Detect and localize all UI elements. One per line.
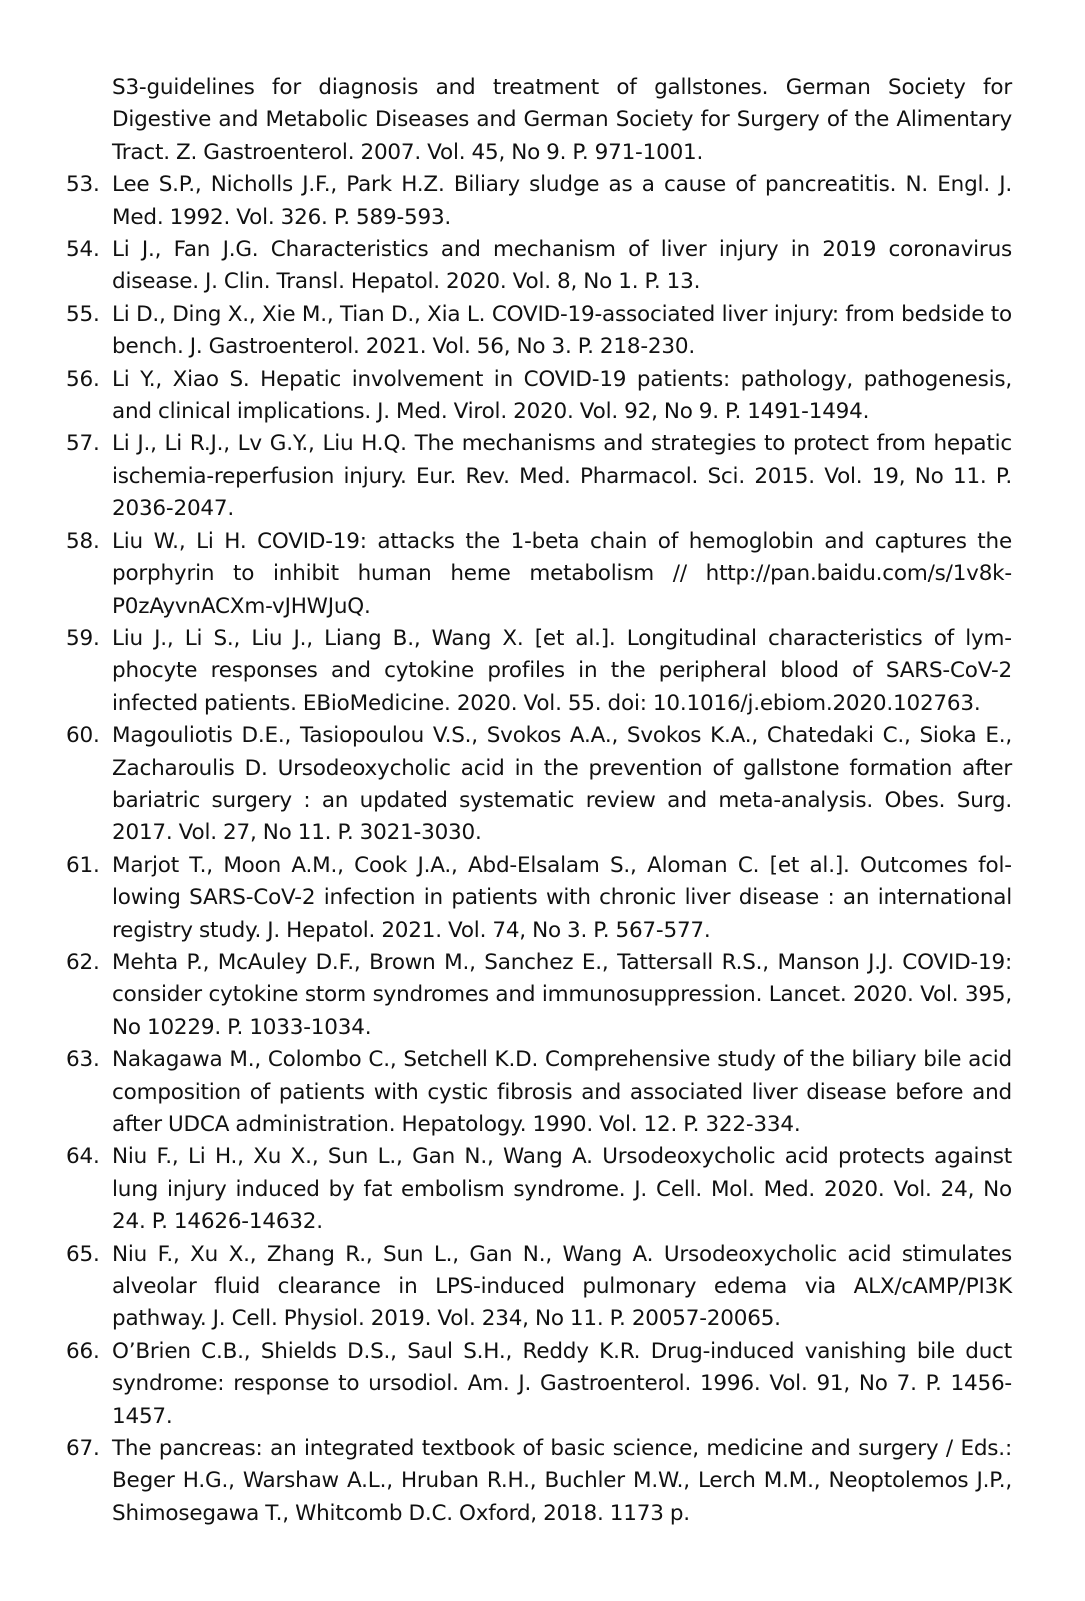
reference-number: 65. [66,1241,100,1267]
reference-item [66,234,1012,299]
reference-text: Niu F., Li H., Xu X., Sun L., Gan N., Wang A. Ursodeoxycholic acid protects against lung injury induced by fat embolism syndrome. J. Cell. Mol. Med. 2020. Vol. 24, No 24. P. 14626-14632. [112,1144,1012,1235]
reference-number: 54. [66,237,100,263]
reference-item [66,947,1012,1044]
reference-number: 63. [66,1047,100,1073]
reference-item [66,299,1012,364]
reference-item [66,1044,1012,1141]
reference-item [66,720,1012,850]
reference-text: Mehta P., McAuley D.F., Brown M., Sanchez E., Tattersall R.S., Manson J.J. COVID-19: consider cytokine storm syndromes and immunosuppression. Lancet. 2020. Vol. 395, No 10229. P. 1033-1034. [112,949,1012,1040]
reference-item [66,623,1012,720]
reference-text: The pancreas: an integrated textbook of basic science, medicine and surgery / Eds.: Beger H.G., Warshaw A.L., Hruban R.H., Buchler M.W., Lerch M.M., Neoptolemos J.P., Shimosegawa T., Whitcomb D.C. Oxford, 2018. 1173 p. [112,1436,1012,1526]
reference-text: Niu F., Xu X., Zhang R., Sun L., Gan N., Wang A. Ursodeoxycholic acid stimulates alveolar fluid clearance in LPS-induced pulmonary edema via ALX/cAMP/PI3K pathway. J. Cell. Physiol. 2019. Vol. 234, No 11. P. 20057-20065. [112,1241,1012,1332]
reference-text: Li J., Fan J.G. Characteristics and mechanism of liver injury in 2019 coronavirus disease. J. Clin. Transl. Hepatol. 2020. Vol. 8, No 1. P. 13. [112,237,1012,295]
reference-text: Marjot T., Moon A.M., Cook J.A., Abd-Elsalam S., Aloman C. [et al.]. Outcomes following SARS-CoV-2 infection in patients with chronic liver disease : an international registry study. J. Hepatol. 2021. Vol. 74, No 3. P. 567-577. [112,852,1012,943]
reference-number: 60. [66,723,100,749]
reference-text: Nakagawa M., Colombo C., Setchell K.D. Comprehensive study of the biliary bile acid composition of patients with cystic fibrosis and associated liver disease before and after UDCA administration. Hepatology. 1990. Vol. 12. P. 322-334. [112,1047,1012,1137]
reference-number: 53. [66,172,100,198]
reference-item [66,1141,1012,1238]
reference-item [66,850,1012,947]
reference-text: O’Brien C.B., Shields D.S., Saul S.H., Reddy K.R. Drug-induced vanishing bile duct syndrome: response to ursodiol. Am. J. Gastroenterol. 1996. Vol. 91, No 7. P. 1456-1457. [112,1338,1012,1429]
reference-number: 57. [66,431,100,457]
reference-text: Li Y., Xiao S. Hepatic involvement in COVID-19 patients: pathology, pathogenesis, and clinical implications. J. Med. Virol. 2020. Vol. 92, No 9. P. 1491-1494. [112,366,1012,425]
reference-text: S3-guidelines for diagnosis and treatment of gallstones. German Society for Digestive and Metabolic Diseases and German Society for Surgery of the Alimentary Tract. Z. Gastroenterol. 2007. Vol. 45, No 9. P. 971-1001. [112,75,1012,165]
reference-text: Magouliotis D.E., Tasiopoulou V.S., Svokos A.A., Svokos K.A., Chatedaki C., Sioka E., Zacharoulis D. Ursodeoxycholic acid in the prevention of gallstone formation after bariatric surgery : an updated systematic review and meta-analysis. Obes. Surg. 2017. Vol. 27, No 11. P. 3021-3030. [112,723,1012,846]
reference-item [66,169,1012,234]
reference-number: 55. [66,301,100,327]
reference-item [66,364,1012,429]
reference-item [66,1433,1012,1530]
reference-number: 67. [66,1436,100,1462]
reference-number: 56. [66,366,100,392]
reference-item [66,526,1012,623]
reference-number: 64. [66,1144,100,1170]
reference-number: 58. [66,528,100,554]
reference-text: Liu J., Li S., Liu J., Liang B., Wang X. [et al.]. Longitudinal characteristics of lymphocyte responses and cytokine profiles in the peripheral blood of SARS-CoV-2 infected patients. EBioMedicine. 2020. Vol. 55. doi: 10.1016/j.ebiom.2020.102763. [112,625,1012,716]
reference-list [66,72,1012,1530]
reference-text: Li J., Li R.J., Lv G.Y., Liu H.Q. The mechanisms and strategies to protect from hepatic ischemia-reperfusion injury. Eur. Rev. Med. Pharmacol. Sci. 2015. Vol. 19, No 11. P. 2036-2047. [112,431,1012,522]
reference-number: 62. [66,949,100,975]
reference-item [66,72,1012,169]
reference-text: Liu W., Li H. COVID-19: attacks the 1-beta chain of hemoglobin and captures the porphyrin to inhibit human heme metabolism // http://pan.baidu.com/s/1v8k-P0zAyvnACXm-vJHWJuQ. [112,528,1012,619]
reference-page [66,72,1012,1530]
reference-number: 59. [66,625,100,651]
reference-number: 66. [66,1338,100,1364]
reference-number: 61. [66,852,100,878]
reference-item [66,428,1012,525]
reference-item [66,1239,1012,1336]
reference-text: Li D., Ding X., Xie M., Tian D., Xia L. COVID-19-associated liver injury: from bedside to bench. J. Gastroenterol. 2021. Vol. 56, No 3. P. 218-230. [112,301,1012,360]
reference-item [66,1336,1012,1433]
reference-text: Lee S.P., Nicholls J.F., Park H.Z. Biliary sludge as a cause of pancreatitis. N. Engl. J. Med. 1992. Vol. 326. P. 589-593. [112,172,1012,230]
